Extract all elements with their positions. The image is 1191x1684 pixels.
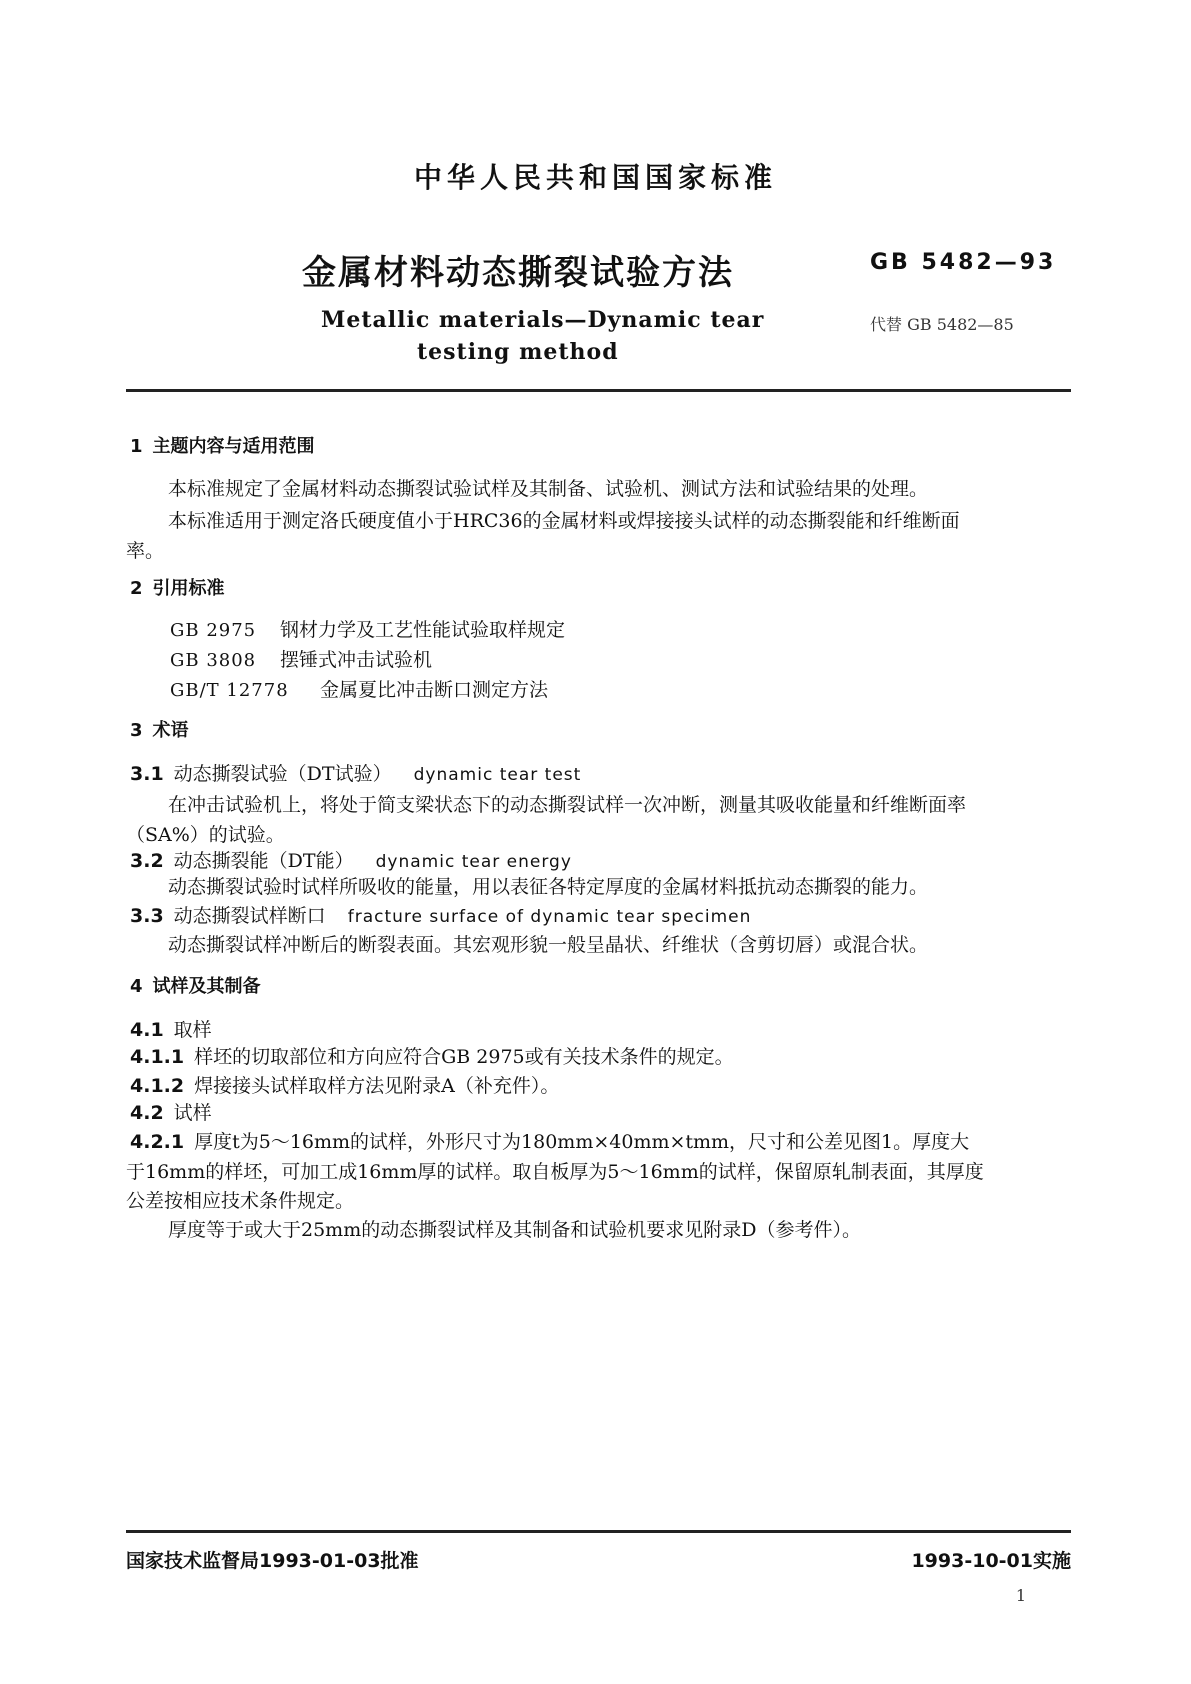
page-number: 1 bbox=[1015, 1586, 1026, 1605]
term-3-1-en: dynamic tear test bbox=[413, 765, 582, 785]
document-title-cn: 金属材料动态撕裂试验方法 bbox=[302, 253, 734, 293]
clause-4-1-1 bbox=[130, 1042, 734, 1069]
clause-4-2-1-number: 4.2.1 bbox=[130, 1131, 185, 1153]
reference-code: GB 3808 bbox=[170, 650, 257, 671]
clause-4-2-para: 厚度等于或大于25mm的动态撕裂试样及其制备和试验机要求见附录D（参考件）。 bbox=[168, 1219, 861, 1241]
section-1-number: 1 bbox=[130, 436, 143, 457]
term-3-3 bbox=[130, 901, 751, 928]
section-3-title: 术语 bbox=[152, 720, 189, 741]
term-3-2-definition: 动态撕裂试验时试样所吸收的能量，用以表征各特定厚度的金属材料抵抗动态撕裂的能力。 bbox=[168, 876, 929, 898]
section-4-title: 试样及其制备 bbox=[152, 976, 261, 997]
section-4-heading bbox=[130, 972, 261, 998]
reference-item bbox=[170, 645, 432, 672]
clause-4-1-text: 取样 bbox=[173, 1019, 212, 1041]
clause-4-1 bbox=[130, 1015, 212, 1042]
term-3-3-definition: 动态撕裂试样冲断后的断裂表面。其宏观形貌一般呈晶状、纤维状（含剪切唇）或混合状。 bbox=[168, 934, 929, 956]
term-3-3-en: fracture surface of dynamic tear specimen bbox=[347, 907, 752, 927]
clause-4-2-text: 试样 bbox=[173, 1102, 212, 1124]
document-title-en-line2: testing method bbox=[417, 339, 619, 365]
section-1-heading bbox=[130, 432, 315, 458]
term-3-2 bbox=[130, 846, 572, 873]
clause-4-1-2-number: 4.1.2 bbox=[130, 1075, 185, 1097]
section-2-title: 引用标准 bbox=[152, 578, 225, 599]
approval-date: 国家技术监督局1993-01-03批准 bbox=[126, 1550, 419, 1572]
reference-code: GB 2975 bbox=[170, 620, 257, 641]
clause-4-2-number: 4.2 bbox=[130, 1102, 164, 1124]
section-3-number: 3 bbox=[130, 720, 143, 741]
clause-4-1-2 bbox=[130, 1071, 559, 1098]
term-3-1-definition-cont: （SA%）的试验。 bbox=[126, 824, 285, 846]
section-2-number: 2 bbox=[130, 578, 143, 599]
reference-title: 钢材力学及工艺性能试验取样规定 bbox=[280, 619, 566, 641]
clause-4-1-1-text: 样坯的切取部位和方向应符合GB 2975或有关技术条件的规定。 bbox=[194, 1046, 734, 1068]
section-4-number: 4 bbox=[130, 976, 143, 997]
term-3-2-en: dynamic tear energy bbox=[375, 852, 572, 872]
clause-4-2-1-cont-2: 公差按相应技术条件规定。 bbox=[126, 1190, 355, 1212]
reference-item bbox=[170, 615, 565, 642]
clause-4-1-2-text: 焊接接头试样取样方法见附录A（补充件）。 bbox=[194, 1075, 560, 1097]
footer-divider bbox=[126, 1530, 1071, 1533]
term-3-1-definition: 在冲击试验机上，将处于简支梁状态下的动态撕裂试样一次冲断，测量其吸收能量和纤维断面率 bbox=[168, 794, 967, 816]
clause-4-2 bbox=[130, 1098, 212, 1125]
clause-4-2-1-text: 厚度t为5～16mm的试样，外形尺寸为180mm×40mm×tmm，尺寸和公差见图1。厚度大 bbox=[194, 1131, 970, 1153]
replaces-standard: 代替 GB 5482—85 bbox=[870, 315, 1014, 334]
section-2-heading bbox=[130, 574, 225, 600]
clause-4-1-1-number: 4.1.1 bbox=[130, 1046, 185, 1068]
term-3-1 bbox=[130, 759, 581, 786]
document-title-en-line1: Metallic materials—Dynamic tear bbox=[321, 307, 765, 333]
term-3-3-cn: 动态撕裂试样断口 bbox=[173, 905, 326, 927]
section-1-para-2: 本标准适用于测定洛氏硬度值小于HRC36的金属材料或焊接接头试样的动态撕裂能和纤维断面 bbox=[168, 510, 960, 532]
term-3-1-number: 3.1 bbox=[130, 763, 164, 785]
standard-number: GB 5482—93 bbox=[870, 250, 1057, 275]
section-1-para-1: 本标准规定了金属材料动态撕裂试验试样及其制备、试验机、测试方法和试验结果的处理。 bbox=[168, 478, 929, 500]
section-3-heading bbox=[130, 716, 189, 742]
national-standard-heading: 中华人民共和国国家标准 bbox=[413, 161, 777, 194]
term-3-2-number: 3.2 bbox=[130, 850, 164, 872]
reference-item bbox=[170, 675, 548, 702]
clause-4-1-number: 4.1 bbox=[130, 1019, 164, 1041]
clause-4-2-1-cont-1: 于16mm的样坯，可加工成16mm厚的试样。取自板厚为5～16mm的试样，保留原轧制表面，其厚度 bbox=[126, 1161, 984, 1183]
section-1-title: 主题内容与适用范围 bbox=[152, 436, 315, 457]
clause-4-2-1 bbox=[130, 1127, 969, 1154]
reference-title: 金属夏比冲击断口测定方法 bbox=[320, 679, 549, 701]
effective-date: 1993-10-01实施 bbox=[911, 1550, 1071, 1572]
reference-code: GB/T 12778 bbox=[170, 680, 289, 701]
term-3-3-number: 3.3 bbox=[130, 905, 164, 927]
reference-title: 摆锤式冲击试验机 bbox=[280, 649, 433, 671]
section-1-para-2-cont: 率。 bbox=[126, 540, 165, 562]
term-3-2-cn: 动态撕裂能（DT能） bbox=[173, 850, 354, 872]
header-divider bbox=[126, 389, 1071, 392]
term-3-1-cn: 动态撕裂试验（DT试验） bbox=[173, 763, 392, 785]
